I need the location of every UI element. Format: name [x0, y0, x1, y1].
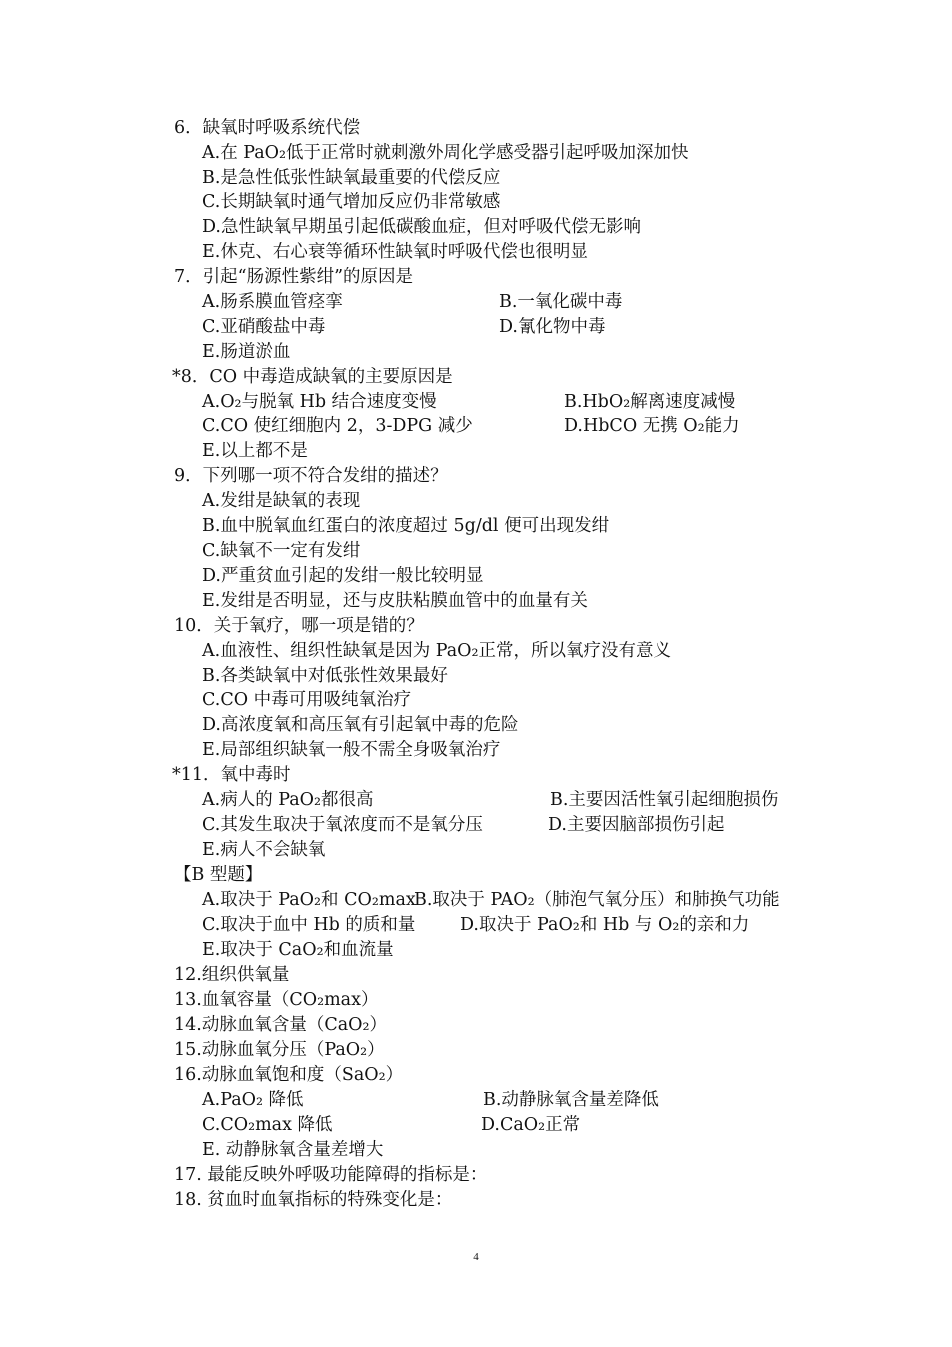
question-11-option-b: B.主要因活性氧引起细胞损伤 — [550, 790, 779, 810]
question-10-option-a: A.血液性、组织性缺氧是因为 PaO₂正常，所以氧疗没有意义 — [202, 641, 672, 661]
question-10-stem: 10．关于氧疗，哪一项是错的？ — [174, 616, 424, 636]
question-11-option-a: A.病人的 PaO₂都很高 — [202, 790, 374, 810]
question-9-stem: 9．下列哪一项不符合发绀的描述？ — [174, 466, 448, 486]
section-b-option-c: C.取决于血中 Hb 的质和量 — [202, 915, 416, 935]
group2-option-b: B.动静脉氧含量差降低 — [483, 1090, 659, 1110]
question-8-option-b: B.HbO₂解离速度减慢 — [564, 392, 736, 412]
question-7-option-c: C.亚硝酸盐中毒 — [202, 317, 326, 337]
question-8-option-a: A.O₂与脱氧 Hb 结合速度变慢 — [202, 392, 437, 412]
question-11-option-d: D.主要因脑部损伤引起 — [548, 815, 725, 835]
question-15: 15.动脉血氧分压（PaO₂） — [174, 1040, 385, 1060]
question-9-option-d: D.严重贫血引起的发绀一般比较明显 — [202, 566, 484, 586]
question-11-stem: *11．氧中毒时 — [172, 765, 291, 785]
question-10-option-c: C.CO 中毒可用吸纯氧治疗 — [202, 690, 412, 710]
question-9-option-a: A.发绀是缺氧的表现 — [202, 491, 361, 511]
question-7-option-d: D.氰化物中毒 — [499, 317, 606, 337]
question-7-option-b: B.一氧化碳中毒 — [499, 292, 623, 312]
question-18: 18. 贫血时血氧指标的特殊变化是： — [174, 1190, 453, 1210]
question-8-option-e: E.以上都不是 — [202, 441, 308, 461]
section-b-option-b: B.取决于 PAO₂（肺泡气氧分压）和肺换气功能 — [414, 890, 780, 910]
question-12: 12.组织供氧量 — [174, 965, 290, 985]
question-6-option-a: A.在 PaO₂低于正常时就刺激外周化学感受器引起呼吸加深加快 — [202, 143, 689, 163]
group2-option-d: D.CaO₂正常 — [481, 1115, 581, 1135]
question-7-option-e: E.肠道淤血 — [202, 342, 291, 362]
question-6-stem: 6．缺氧时呼吸系统代偿 — [174, 118, 361, 138]
question-7-option-a: A.肠系膜血管痉挛 — [202, 292, 343, 312]
question-11-option-c: C.其发生取决于氧浓度而不是氧分压 — [202, 815, 483, 835]
question-6-option-e: E.休克、右心衰等循环性缺氧时呼吸代偿也很明显 — [202, 242, 588, 262]
question-8-option-c: C.CO 使红细胞内 2，3-DPG 减少 — [202, 416, 473, 436]
section-b-option-a: A.取决于 PaO₂和 CO₂max — [202, 890, 416, 910]
group2-option-e: E. 动静脉氧含量差增大 — [202, 1140, 384, 1160]
question-11-option-e: E.病人不会缺氧 — [202, 840, 326, 860]
page-number: 4 — [473, 1251, 479, 1263]
question-7-stem: 7．引起“肠源性紫绀”的原因是 — [174, 267, 414, 287]
section-b-option-e: E.取决于 CaO₂和血流量 — [202, 940, 394, 960]
question-6-option-b: B.是急性低张性缺氧最重要的代偿反应 — [202, 168, 501, 188]
section-b-option-d: D.取决于 PaO₂和 Hb 与 O₂的亲和力 — [460, 915, 750, 935]
question-10-option-b: B.各类缺氧中对低张性效果最好 — [202, 666, 448, 686]
question-17: 17. 最能反映外呼吸功能障碍的指标是： — [174, 1165, 488, 1185]
question-9-option-c: C.缺氧不一定有发绀 — [202, 541, 361, 561]
question-14: 14.动脉血氧含量（CaO₂） — [174, 1015, 388, 1035]
question-13: 13.血氧容量（CO₂max） — [174, 990, 379, 1010]
question-8-option-d: D.HbCO 无携 O₂能力 — [564, 416, 740, 436]
group2-option-c: C.CO₂max 降低 — [202, 1115, 333, 1135]
question-10-option-e: E.局部组织缺氧一般不需全身吸氧治疗 — [202, 740, 501, 760]
question-6-option-d: D.急性缺氧早期虽引起低碳酸血症，但对呼吸代偿无影响 — [202, 217, 641, 237]
question-6-option-c: C.长期缺氧时通气增加反应仍非常敏感 — [202, 192, 501, 212]
section-b-heading: 【B 型题】 — [174, 865, 263, 885]
question-9-option-b: B.血中脱氧血红蛋白的浓度超过 5g/dl 便可出现发绀 — [202, 516, 610, 536]
group2-option-a: A.PaO₂ 降低 — [202, 1090, 304, 1110]
question-8-stem: *8．CO 中毒造成缺氧的主要原因是 — [172, 367, 453, 387]
question-9-option-e: E.发绀是否明显，还与皮肤粘膜血管中的血量有关 — [202, 591, 588, 611]
question-10-option-d: D.高浓度氧和高压氧有引起氧中毒的危险 — [202, 715, 519, 735]
question-16: 16.动脉血氧饱和度（SaO₂） — [174, 1065, 404, 1085]
